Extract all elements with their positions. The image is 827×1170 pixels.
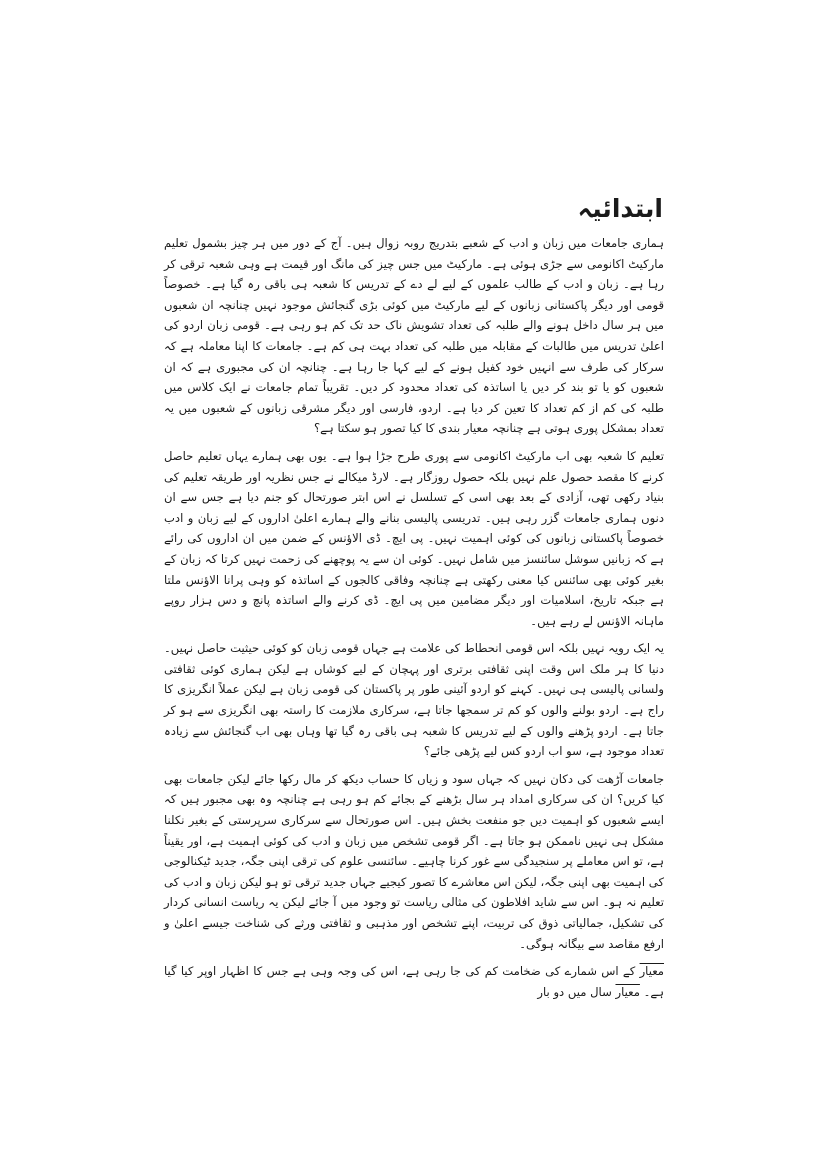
- body-text: [164, 233, 664, 1009]
- paragraph-3: یہ ایک رویہ نہیں بلکہ اس قومی انحطاط کی علامت ہے جہاں قومی زبان کو کوئی حیثیت حاصل نہیں۔ دنیا کا ہر ملک اس وقت اپنی ثقافتی برتری اور پہچان کے لیے کوشاں ہے لیکن ہماری کوئی ثقافتی ولسانی پالیسی ہی نہیں۔ کہنے کو اردو آئینی طور پر پاکستان کی قومی زبان ہے لیکن عملاً انگریزی کا راج ہے۔ اردو بولنے والوں کو کم تر سمجھا جاتا ہے، سرکاری ملازمت کا راستہ بھی انگریزی سے ہو کر جاتا ہے۔ اردو پڑھنے والوں کے لیے تدریس کا شعبہ ہی باقی رہ گیا تھا وہاں بھی اب گنجائش سے زیادہ تعداد موجود ہے، سو اب اردو کس لیے پڑھی جائے؟: [164, 641, 664, 759]
- paragraph-1: ہماری جامعات میں زبان و ادب کے شعبے بتدریج روبہ زوال ہیں۔ آج کے دور میں ہر چیز بشمول تعلیم مارکیٹ اکانومی سے جڑی ہوئی ہے۔ مارکیٹ میں جس چیز کی مانگ اور قیمت ہے وہی شعبہ ترقی کر رہا ہے۔ زبان و ادب کے طالب علموں کے لیے لے دے کے تدریس کا شعبہ ہی باقی رہ گیا ہے۔ خصوصاً قومی اور دیگر پاکستانی زبانوں کے لیے مارکیٹ میں کوئی بڑی گنجائش موجود نہیں چنانچہ ان شعبوں میں ہر سال داخل ہونے والے طلبہ کی تعداد تشویش ناک حد تک کم ہو رہی ہے۔ قومی زبان اردو کی اعلیٰ تدریس میں طالبات کے مقابلہ میں طلبہ کی تعداد بہت ہی کم ہے۔ جامعات کا اپنا معاملہ ہے کہ سرکار کی طرف سے انہیں خود کفیل ہونے کے لیے کہا جا رہا ہے۔ چنانچہ ان کی مجبوری ہے کہ ان شعبوں کو یا تو بند کر دیں یا اساتذہ کی تعداد محدود کر دیں۔ تقریباً تمام جامعات نے ایک کلاس میں طلبہ کی کم از کم تعداد کا تعین کر دیا ہے۔ اردو، فارسی اور دیگر مشرقی زبانوں کے شعبوں میں یہ تعداد بمشکل پوری ہوتی ہے چنانچہ معیار بندی کا کیا تصور ہو سکتا ہے؟: [164, 236, 664, 436]
- page-title: ابتدائیہ: [577, 194, 663, 223]
- paragraph-4: جامعات آڑھت کی دکان نہیں کہ جہاں سود و زیاں کا حساب دیکھ کر مال رکھا جائے لیکن جامعات بھی کیا کریں؟ ان کی سرکاری امداد ہر سال بڑھنے کے بجائے کم ہو رہی ہے چنانچہ وہ بھی مجبور ہیں کہ ایسے شعبوں کو اہمیت دیں جو منفعت بخش ہیں۔ اس صورتحال سے سرکاری سرپرستی کے بغیر نکلنا مشکل ہی نہیں ناممکن ہو جاتا ہے۔ اگر قومی تشخص میں زبان و ادب کی کوئی اہمیت ہے، اور یقیناً ہے، تو اس معاملے پر سنجیدگی سے غور کرنا چاہیے۔ سائنسی علوم کی ترقی اپنی جگہ، جدید ٹیکنالوجی کی اہمیت بھی اپنی جگہ، لیکن اس معاشرے کا تصور کیجیے جہاں جدید ترقی تو ہو لیکن زبان و ادب کی تعلیم نہ ہو۔ اس سے شاید افلاطون کی مثالی ریاست تو وجود میں آ جائے لیکن یہ ریاست انسانی کردار کی تشکیل، جمالیاتی ذوق کی تربیت، اپنے تشخص اور مذہبی و ثقافتی ورثے کی شناخت جیسے اعلیٰ و ارفع مقاصد سے بیگانہ ہوگی۔: [164, 771, 664, 951]
- paragraph-5: [164, 961, 664, 1002]
- journal-name-2: معیار: [615, 984, 640, 999]
- paragraph-2: تعلیم کا شعبہ بھی اب مارکیٹ اکانومی سے پوری طرح جڑا ہوا ہے۔ یوں بھی ہمارے یہاں تعلیم حاصل کرنے کا مقصد حصول علم نہیں بلکہ حصول روزگار ہے۔ لارڈ میکالے نے جس نظریہ اور طریقہ تعلیم کی بنیاد رکھی تھی، آزادی کے بعد بھی اسی کے تسلسل نے اس ابتر صورتحال کو جنم دیا ہے جس سے ان دنوں ہماری جامعات گزر رہی ہیں۔ تدریسی پالیسی بنانے والے ہمارے اعلیٰ اداروں کے لیے زبان و ادب خصوصاً پاکستانی زبانوں کی کوئی اہمیت نہیں۔ پی ایچ۔ ڈی الاؤنس کے ضمن میں ان اداروں کی رائے ہے کہ زبانیں سوشل سائنسز میں شامل نہیں۔ کوئی ان سے یہ پوچھنے کی زحمت نہیں کرتا کہ زبان کے بغیر کوئی بھی سائنس کیا معنی رکھتی ہے چنانچہ وفاقی کالجوں کے اساتذہ کو وہی پرانا الاؤنس ملتا ہے جبکہ تاریخ، اسلامیات اور دیگر مضامین میں پی ایچ۔ ڈی کرنے والے اساتذہ پانچ و دس ہزار روپے ماہانہ الاؤنس لے رہے ہیں۔: [164, 448, 664, 628]
- paragraph-5-text-1: کے اس شمارے کی ضخامت کم کی جا رہی ہے، اس کی وجہ وہی ہے جس کا اظہار اوپر کیا گیا ہے۔: [164, 964, 664, 999]
- paragraph-5-text-2: سال میں دو بار: [537, 984, 616, 999]
- journal-name-1: معیار: [639, 964, 664, 979]
